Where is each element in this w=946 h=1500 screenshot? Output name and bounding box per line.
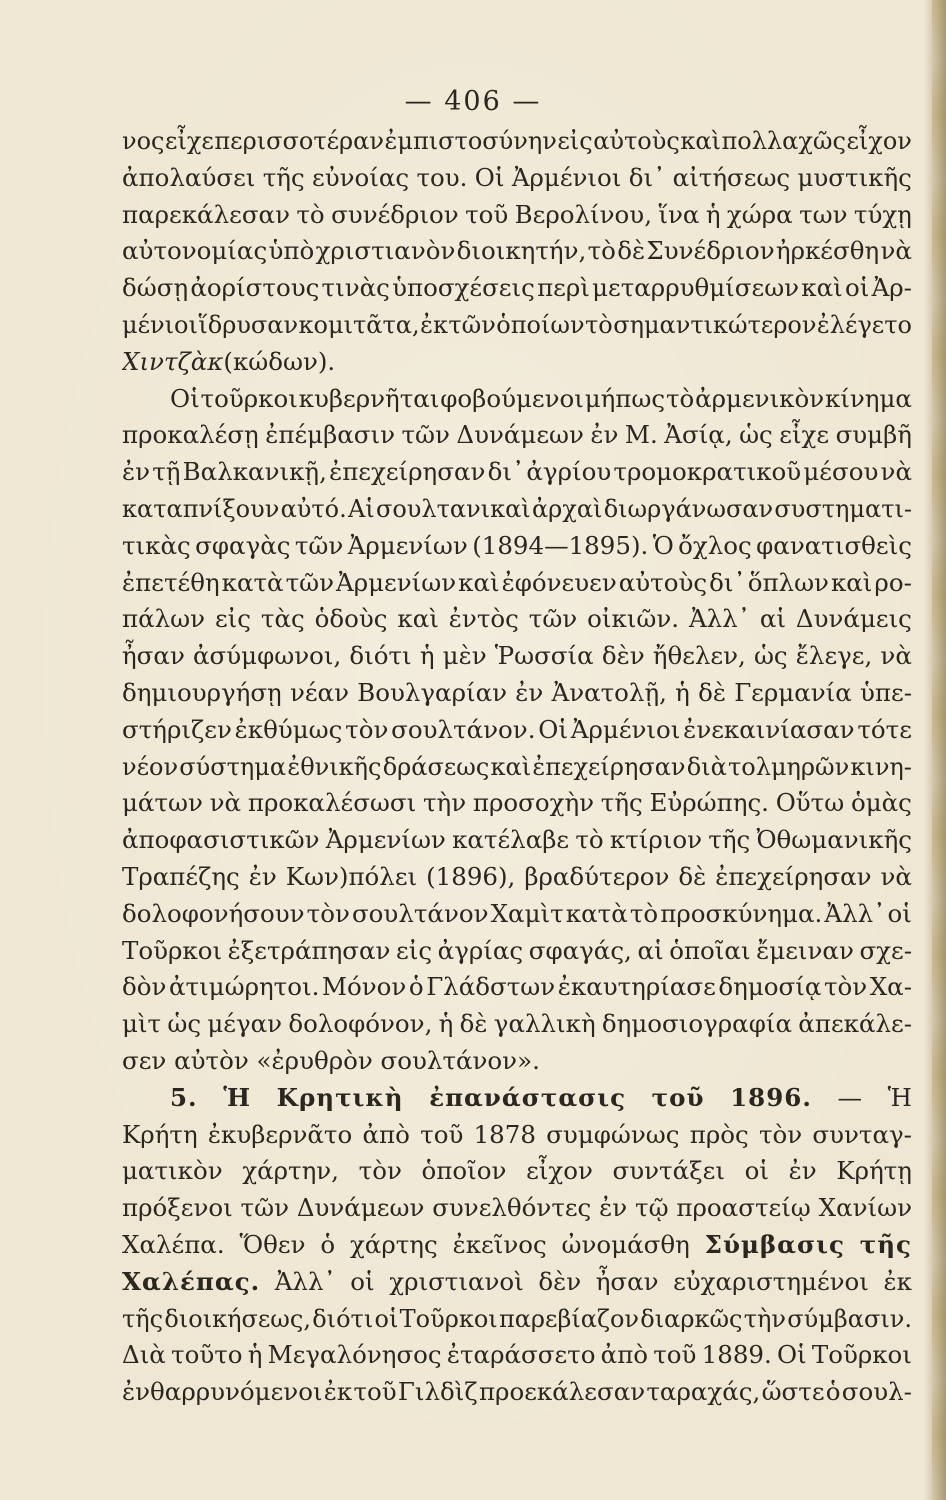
text-line: στήριζεν ἐκθύμως τὸν σουλτάνον. Οἱ Ἀρμένιοι ἐνεκαινίασαν τότε	[122, 714, 912, 744]
text-line: ἀποφασιστικῶν Ἀρμενίων κατέλαβε τὸ κτίριον τῆς Ὀθωμανικῆς	[122, 825, 912, 855]
text-line: ἐπετέθη κατὰ τῶν Ἀρμενίων καὶ ἐφόνευεν αὐτοὺς δι᾽ ὅπλων καὶ ρο-	[122, 567, 912, 597]
text-line: τικὰς σφαγὰς τῶν Ἀρμενίων (1894—1895). Ὁ ὄχλος φανατισθεὶς	[122, 530, 912, 560]
text-line: ἐν τῇ Βαλκανικῇ, ἐπεχείρησαν δι᾽ ἀγρίου τρομοκρατικοῦ μέσου νὰ	[122, 457, 912, 487]
text-line: νέον σύστημα ἐθνικῆς δράσεως καὶ ἐπεχείρησαν διὰ τολμηρῶν κινη-	[122, 752, 912, 781]
text-line: καταπνίξουν αὐτό. Αἱ σουλτανικαὶ ἀρχαὶ διωργάνωσαν συστηματι-	[122, 494, 912, 523]
text-line: μάτων νὰ προκαλέσωσι τὴν προσοχὴν τῆς Εὐρώπης. Οὕτω ὁμὰς	[122, 788, 912, 818]
text-line: Κρήτη ἐκυβερνᾶτο ἀπὸ τοῦ 1878 συμφώνως πρὸς τὸν συνταγ-	[122, 1119, 912, 1149]
text-line: δημιουργήσῃ νέαν Βουλγαρίαν ἐν Ἀνατολῇ, ἡ δὲ Γερμανία ὑπε-	[122, 677, 912, 707]
page-edge-stain	[932, 0, 946, 1500]
text-line: Οἱ τοῦρκοι κυβερνῆται φοβούμενοι μήπως τὸ ἀρμενικὸν κίνημα	[170, 383, 912, 413]
text-line: Χιντζὰκ (κώδων).	[122, 346, 336, 376]
text-line: ἦσαν ἀσύμφωνοι, διότι ἡ μὲν Ῥωσσία δὲν ἤθελεν, ὡς ἔλεγε, νὰ	[122, 641, 912, 671]
text-line: πάλων εἰς τὰς ὁδοὺς καὶ ἐντὸς τῶν οἰκιῶν. Ἀλλ᾽ αἱ Δυνάμεις	[122, 604, 912, 634]
section-heading-line: 5. Ἡ Κρητικὴ ἐπανάστασις τοῦ 1896. — Ἡ	[170, 1082, 912, 1112]
text-line: δὸν ἀτιμώρητοι. Μόνον ὁ Γλάδστων ἐκαυτηρίασε δημοσίᾳ τὸν Χα-	[122, 972, 912, 1002]
text-line: νος εἶχε περισσοτέραν ἐμπιστοσύνην εἰς αὐτοὺς καὶ πολλαχῶς εἶχον	[122, 127, 912, 155]
text-line: Τραπέζης ἐν Κων)πόλει (1896), βραδύτερον δὲ ἐπεχείρησαν νὰ	[122, 861, 912, 891]
text-line: ματικὸν χάρτην, τὸν ὁποῖον εἶχον συντάξει οἱ ἐν Κρήτῃ	[122, 1156, 912, 1186]
text-line: Χαλέπας. Ἀλλ᾽ οἱ χριστιανοὶ δὲν ἦσαν εὐχαριστημένοι ἐκ	[122, 1266, 912, 1296]
text-line: μένιοι ἵδρυσαν κομιτᾶτα, ἐκ τῶν ὁποίων τὸ σημαντικώτερον ἐλέγετο	[122, 310, 912, 339]
text-line: πρόξενοι τῶν Δυνάμεων συνελθόντες ἐν τῷ προαστείῳ Χανίων	[122, 1193, 912, 1223]
text-line: προκαλέσῃ ἐπέμβασιν τῶν Δυνάμεων ἐν Μ. Ἀσίᾳ, ὡς εἶχε συμβῆ	[122, 420, 912, 450]
text-line: σεν αὐτὸν «ἐρυθρὸν σουλτάνον».	[122, 1045, 540, 1075]
text-line: δώσῃ ἀορίστους τινὰς ὑποσχέσεις περὶ μεταρρυθμίσεων καὶ οἱ Ἀρ-	[122, 273, 912, 303]
text-line: Τοῦρκοι ἐξετράπησαν εἰς ἀγρίας σφαγάς, αἱ ὁποῖαι ἔμειναν σχε-	[122, 935, 912, 965]
text-line: μὶτ ὡς μέγαν δολοφόνον, ἡ δὲ γαλλικὴ δημοσιογραφία ἀπεκάλε-	[122, 1009, 912, 1039]
body-text	[122, 123, 912, 1411]
text-line: ἀπολαύσει τῆς εὐνοίας του. Οἱ Ἀρμένιοι δι᾽ αἰτήσεως μυστικῆς	[122, 162, 912, 192]
text-line: αὐτονομίας ὑπὸ χριστιανὸν διοικητήν, τὸ δὲ Συνέδριον ἠρκέσθη νὰ	[122, 236, 912, 266]
text-line: Χαλέπα. Ὅθεν ὁ χάρτης ἐκεῖνος ὠνομάσθη Σύμβασις τῆς	[122, 1229, 912, 1259]
text-line: Διὰ τοῦτο ἡ Μεγαλόνησος ἐταράσσετο ἀπὸ τοῦ 1889. Οἱ Τοῦρκοι	[122, 1340, 912, 1370]
text-line: δολοφονήσουν τὸν σουλτάνον Χαμὶτ κατὰ τὸ προσκύνημα. Ἀλλ᾽ οἱ	[122, 898, 912, 928]
text-line: παρεκάλεσαν τὸ συνέδριον τοῦ Βερολίνου, ἵνα ἡ χώρα των τύχῃ	[122, 199, 912, 229]
text-line: ἐνθαρρυνόμενοι ἐκ τοῦ Γιλδὶζ προεκάλεσαν ταραχάς, ὥστε ὁ σουλ-	[122, 1377, 912, 1407]
page-number: — 406 —	[404, 86, 542, 117]
text-line: τῆς διοικήσεως, διότι οἱ Τοῦρκοι παρεβίαζον διαρκῶς τὴν σύμβασιν.	[122, 1304, 912, 1333]
